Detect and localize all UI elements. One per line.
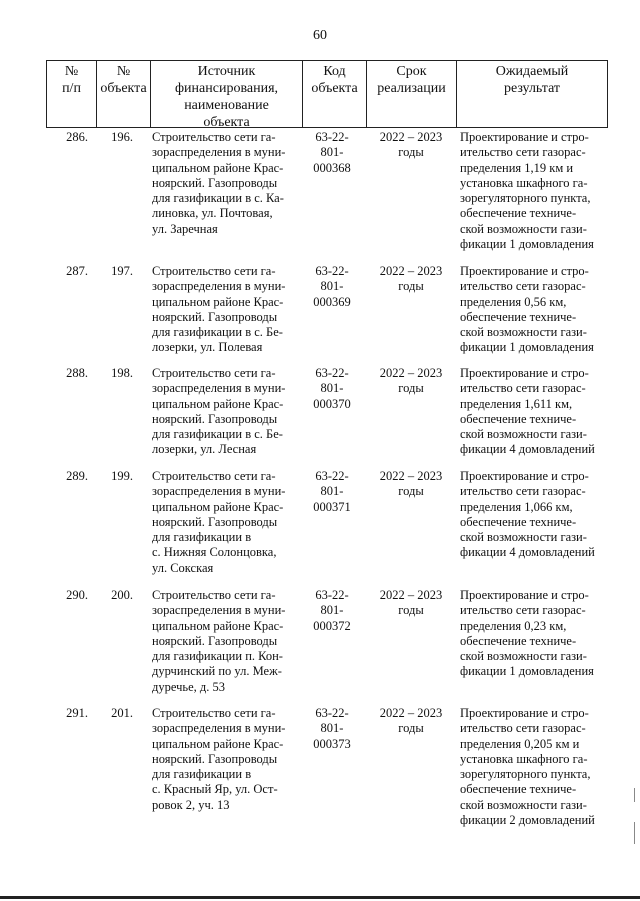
row-term: 2022 – 2023 годы bbox=[379, 130, 443, 160]
row-num: 287. bbox=[66, 264, 88, 278]
row-object-number: 197. bbox=[111, 264, 133, 278]
header-source: Источник финансирования, наименование объекта bbox=[151, 61, 303, 127]
row-num: 291. bbox=[66, 706, 88, 720]
row-object-number: 198. bbox=[111, 366, 133, 380]
row-term: 2022 – 2023 годы bbox=[379, 366, 443, 396]
row-code: 63-22- 801- 000372 bbox=[313, 588, 351, 633]
row-term: 2022 – 2023 годы bbox=[379, 264, 443, 294]
header-object-number: № объекта bbox=[97, 61, 151, 127]
row-term: 2022 – 2023 годы bbox=[379, 706, 443, 736]
header-code: Код объекта bbox=[303, 61, 367, 127]
row-code: 63-22- 801- 000371 bbox=[313, 469, 351, 514]
header-term: Срок реализации bbox=[367, 61, 457, 127]
row-num: 288. bbox=[66, 366, 88, 380]
row-object-number: 196. bbox=[111, 130, 133, 144]
row-result: Проектирование и стро- ительство сети газорас- пределения 0,23 км, обеспечение техниче- ской возможности гази- фикации 1 домовладения bbox=[460, 588, 594, 679]
row-result: Проектирование и стро- ительство сети газорас- пределения 1,066 км, обеспечение техниче- ской возможности гази- фикации 4 домовладений bbox=[460, 469, 595, 560]
row-num: 289. bbox=[66, 469, 88, 483]
row-code: 63-22- 801- 000369 bbox=[313, 264, 351, 309]
row-term: 2022 – 2023 годы bbox=[379, 588, 443, 618]
row-object-number: 199. bbox=[111, 469, 133, 483]
scan-margin-mark bbox=[634, 822, 635, 844]
page-number: 60 bbox=[313, 28, 327, 43]
header-num: № п/п bbox=[47, 61, 97, 127]
row-source: Строительство сети га- зораспределения в муни- ципальном районе Крас- ноярский. Газопроводы для газификации в с. Бе- лозерки, ул. Полевая bbox=[152, 264, 286, 355]
row-num: 290. bbox=[66, 588, 88, 602]
row-num: 286. bbox=[66, 130, 88, 144]
row-object-number: 200. bbox=[111, 588, 133, 602]
row-source: Строительство сети га- зораспределения в муни- ципальном районе Крас- ноярский. Газопроводы для газификации в с. Ка- линовка, ул. Почтовая, ул. Заречная bbox=[152, 130, 286, 236]
row-source: Строительство сети га- зораспределения в муни- ципальном районе Крас- ноярский. Газопроводы для газификации в с. Нижняя Солонцовка, ул. Сокская bbox=[152, 469, 286, 575]
row-code: 63-22- 801- 000368 bbox=[313, 130, 351, 175]
row-result: Проектирование и стро- ительство сети газорас- пределения 0,205 км и установка шкафного га- зорегуляторного пункта, обеспечение техниче- ской возможности гази- фикации 2 домовладений bbox=[460, 706, 595, 828]
row-source: Строительство сети га- зораспределения в муни- ципальном районе Крас- ноярский. Газопроводы для газификации в с. Красный Яр, ул. Ост- ровок 2, уч. 13 bbox=[152, 706, 286, 812]
row-code: 63-22- 801- 000373 bbox=[313, 706, 351, 751]
row-code: 63-22- 801- 000370 bbox=[313, 366, 351, 411]
row-term: 2022 – 2023 годы bbox=[379, 469, 443, 499]
table-header bbox=[46, 60, 608, 128]
row-object-number: 201. bbox=[111, 706, 133, 720]
row-result: Проектирование и стро- ительство сети газорас- пределения 1,611 км, обеспечение техниче- ской возможности гази- фикации 4 домовладений bbox=[460, 366, 595, 457]
row-result: Проектирование и стро- ительство сети газорас- пределения 1,19 км и установка шкафного га- зорегуляторного пункта, обеспечение техниче- ской возможности гази- фикации 1 домовладения bbox=[460, 130, 594, 252]
row-result: Проектирование и стро- ительство сети газорас- пределения 0,56 км, обеспечение техниче- ской возможности гази- фикации 1 домовладения bbox=[460, 264, 594, 355]
row-source: Строительство сети га- зораспределения в муни- ципальном районе Крас- ноярский. Газопроводы для газификации в с. Бе- лозерки, ул. Лесная bbox=[152, 366, 286, 457]
scan-margin-mark bbox=[634, 788, 635, 802]
header-result: Ожидаемый результат bbox=[495, 64, 569, 96]
scan-bottom-edge bbox=[0, 896, 640, 899]
row-source: Строительство сети га- зораспределения в муни- ципальном районе Крас- ноярский. Газопроводы для газификации п. Кон- дурчинский по ул. Меж- дуречье, д. 53 bbox=[152, 588, 286, 694]
